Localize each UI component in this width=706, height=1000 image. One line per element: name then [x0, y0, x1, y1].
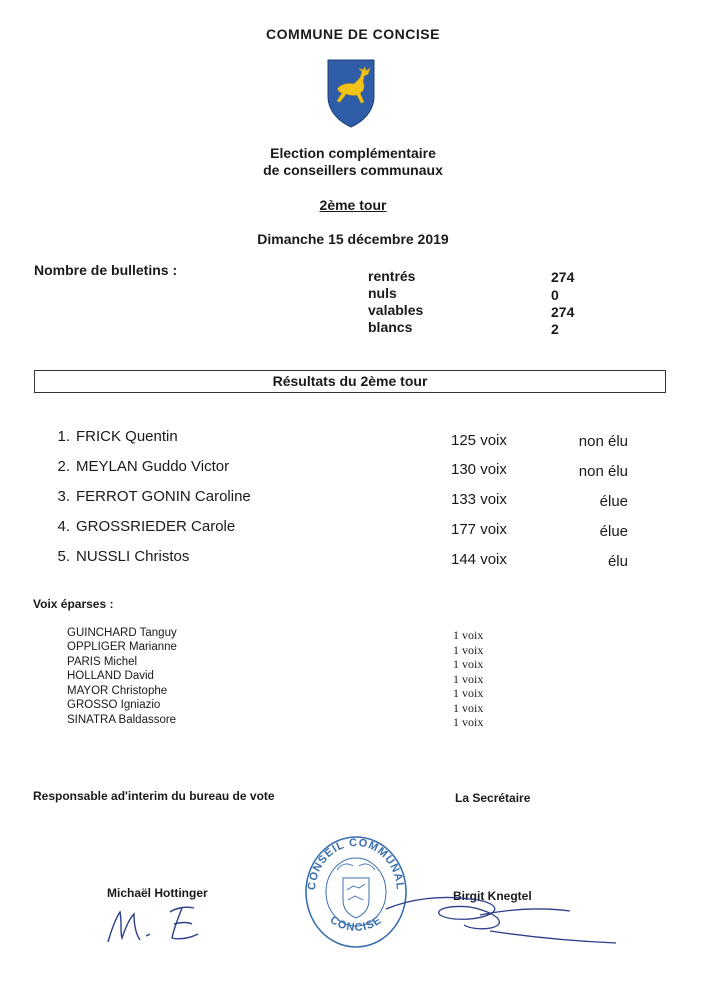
commune-title: COMMUNE DE CONCISE — [266, 26, 440, 42]
signature-knegtel-icon — [380, 885, 620, 947]
eparse-votes: 1 voix — [453, 686, 484, 700]
tour-heading: 2ème tour — [319, 197, 387, 213]
eparse-votes: 1 voix — [453, 701, 484, 715]
eparse-votes: 1 voix — [453, 628, 484, 642]
stat-label-valables: valables — [368, 302, 424, 318]
candidate-votes: 130 voix — [451, 461, 507, 478]
candidate-votes: 144 voix — [451, 551, 507, 568]
candidate-status: non élu — [578, 433, 628, 450]
eparse-name: SINATRA Baldassore — [67, 714, 177, 726]
candidate-name: FERROT GONIN Caroline — [76, 488, 251, 505]
stat-value-blancs: 2 — [551, 321, 559, 337]
responsable-label: Responsable ad'interim du bureau de vote — [33, 789, 275, 803]
candidate-number: 2. — [57, 458, 70, 475]
responsable-name: Michaël Hottinger — [107, 886, 208, 900]
candidate-number: 4. — [57, 518, 70, 535]
eparse-votes: 1 voix — [453, 672, 484, 686]
election-title-line1: Election complémentaire — [270, 145, 436, 161]
candidate-votes: 125 voix — [451, 432, 507, 449]
stat-label-nuls: nuls — [368, 285, 397, 301]
stamp-text-bottom: CONCISE — [327, 913, 385, 934]
eparse-name: GUINCHARD Tanguy — [67, 627, 177, 639]
eparse-votes: 1 voix — [453, 643, 484, 657]
stamp-text-top: CONSEIL COMMUNAL — [305, 836, 407, 891]
signature-hottinger-icon — [100, 898, 240, 948]
candidate-status: élu — [607, 553, 628, 570]
election-date: Dimanche 15 décembre 2019 — [257, 231, 449, 247]
stat-label-blancs: blancs — [368, 319, 413, 335]
eparse-name: PARIS Michel — [67, 656, 138, 668]
candidate-status: non élu — [578, 463, 628, 480]
eparse-name: HOLLAND David — [67, 670, 154, 682]
candidate-votes: 177 voix — [451, 521, 507, 538]
stat-label-rentres: rentrés — [368, 268, 416, 284]
candidate-status: élue — [599, 493, 628, 510]
candidate-status: élue — [599, 523, 628, 540]
bulletins-label: Nombre de bulletins : — [34, 262, 178, 278]
candidate-name: NUSSLI Christos — [76, 548, 190, 565]
candidate-number: 1. — [57, 428, 70, 445]
candidate-votes: 133 voix — [451, 491, 507, 508]
voix-eparses-label: Voix éparses : — [33, 597, 114, 611]
eparse-name: MAYOR Christophe — [67, 685, 168, 697]
eparse-name: OPPLIGER Marianne — [67, 641, 177, 653]
stat-value-valables: 274 — [551, 304, 575, 320]
coat-of-arms-icon — [326, 58, 376, 128]
results-header-box: Résultats du 2ème tour — [34, 370, 666, 393]
eparse-votes: 1 voix — [453, 715, 484, 729]
eparse-name: GROSSO Igniazio — [67, 699, 161, 711]
svg-text:CONCISE — [328, 914, 385, 934]
election-title-line2: de conseillers communaux — [263, 162, 443, 178]
svg-text:CONSEIL COMMUNAL — [306, 837, 406, 891]
secretaire-name: Birgit Knegtel — [453, 889, 532, 903]
secretaire-label: La Secrétaire — [455, 791, 531, 805]
candidate-name: FRICK Quentin — [76, 428, 178, 445]
election-title — [0, 145, 706, 179]
candidate-number: 5. — [57, 548, 70, 565]
candidate-number: 3. — [57, 488, 70, 505]
candidate-name: MEYLAN Guddo Victor — [76, 458, 230, 475]
stat-value-nuls: 0 — [551, 287, 559, 303]
stat-value-rentres: 274 — [551, 269, 575, 285]
eparse-votes: 1 voix — [453, 657, 484, 671]
candidate-name: GROSSRIEDER Carole — [76, 518, 236, 535]
